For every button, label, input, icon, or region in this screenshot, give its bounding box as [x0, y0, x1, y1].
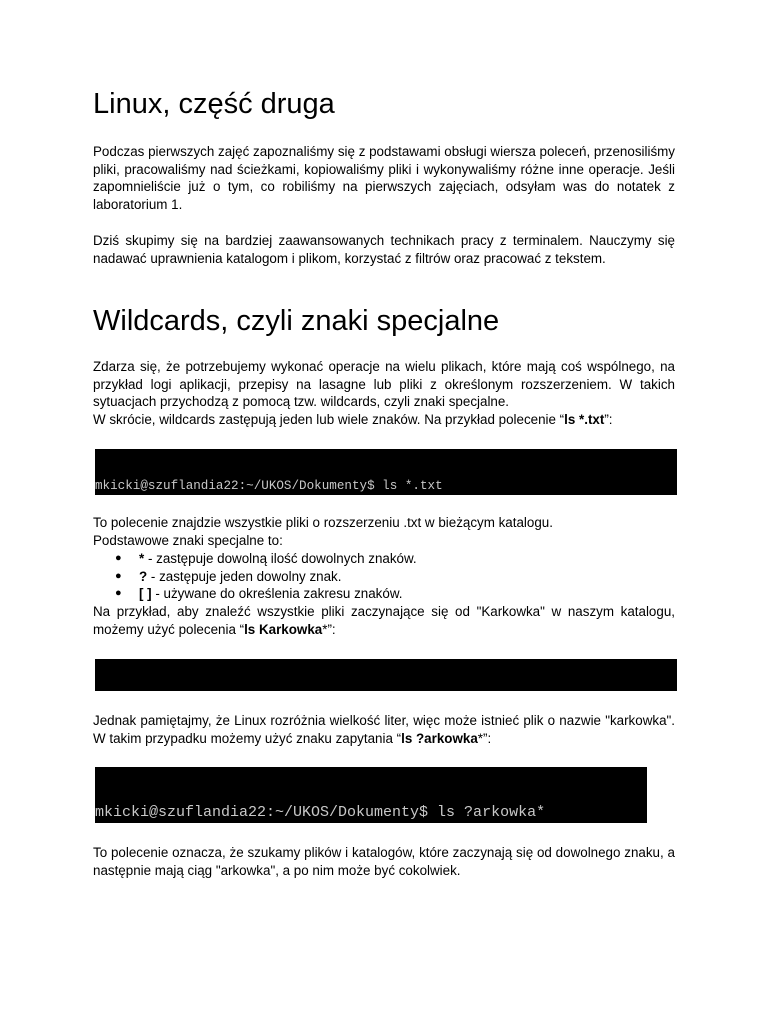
list-item: ● * - zastępuje dowolną ilość dowolnych znaków. — [115, 551, 417, 566]
terminal-line: mkicki@szuflandia22:~/UKOS/Dokumenty$ ls *.txt — [95, 479, 443, 493]
final-explanation-paragraph: To polecenie oznacza, że szukamy plików i katalogów, które zaczynają się od dowolnego znaku, a następnie mają ciąg "arkowka", a po nim może być cokolwiek. — [93, 845, 675, 878]
bullet-icon: ● — [115, 587, 122, 600]
wildcards-paragraph-2: W skrócie, wildcards zastępują jeden lub wiele znaków. Na przykład polecenie “ls *.txt”: — [93, 412, 613, 427]
list-item: ● [ ] - używane do określenia zakresu znaków. — [115, 586, 403, 602]
inline-command-ls-arkowka: ls ?arkowka — [401, 730, 478, 746]
explanation-line-1: To polecenie znajdzie wszystkie pliki o rozszerzeniu .txt w bieżącym katalogu. — [93, 515, 553, 530]
intro-paragraph-1: Podczas pierwszych zajęć zapoznaliśmy się z podstawami obsługi wiersza poleceń, przenosiliśmy pliki, pracowaliśmy nad ścieżkami, kopiowaliśmy pliki i wykonywaliśmy różne inne operacje. Jeśli zapomnieliście już o tym, co robiliśmy na pierwszych zajęciach, odsyłam was do notatek z laboratorium 1. — [93, 144, 675, 212]
wildcards-paragraph-1: Zdarza się, że potrzebujemy wykonać operacje na wielu plikach, które mają coś wspólnego, na przykład logi aplikacji, przepisy na lasagne lub pliki z określonym rozszerzeniem. W takich sytuacjach przychodzą z pomocą tzw. wildcards, czyli znaki specjalne. — [93, 359, 675, 410]
terminal-screenshot-ls-question-mark — [95, 767, 647, 823]
example-karkowka-paragraph: Na przykład, aby znaleźć wszystkie pliki zaczynające się od "Karkowka" w naszym katalogu, możemy użyć polecenia “ls Karkowka*”: — [93, 604, 675, 637]
bullet-icon: ● — [115, 569, 122, 582]
explanation-line-2: Podstawowe znaki specjalne to: — [93, 533, 283, 548]
list-item: ● ? - zastępuje jeden dowolny znak. — [115, 568, 342, 584]
wildcard-list — [93, 550, 653, 603]
intro-paragraph-2: Dziś skupimy się na bardziej zaawansowanych technikach pracy z terminalem. Nauczymy się nadawać uprawnienia katalogom i plikom, korzystać z filtrów oraz pracować z tekstem. — [93, 233, 675, 266]
terminal-line — [95, 690, 677, 691]
case-sensitivity-paragraph: Jednak pamiętajmy, że Linux rozróżnia wielkość liter, więc może istnieć plik o nazwie "karkowka". W takim przypadku możemy użyć znaku zapytania “ls ?arkowka*”: — [93, 713, 675, 746]
terminal-screenshot-ls-karkowka — [95, 659, 677, 691]
bullet-icon: ● — [115, 552, 122, 564]
inline-command-ls-karkowka: ls Karkowka — [244, 621, 323, 637]
terminal-line: mkicki@szuflandia22:~/UKOS/Dokumenty$ ls ?arkowka* — [95, 804, 546, 821]
inline-command-ls-txt: ls *.txt — [564, 412, 605, 427]
terminal-screenshot-ls-txt — [95, 449, 677, 495]
heading-wildcards: Wildcards, czyli znaki specjalne — [93, 305, 500, 337]
heading-linux-part-two: Linux, część druga — [93, 88, 335, 120]
